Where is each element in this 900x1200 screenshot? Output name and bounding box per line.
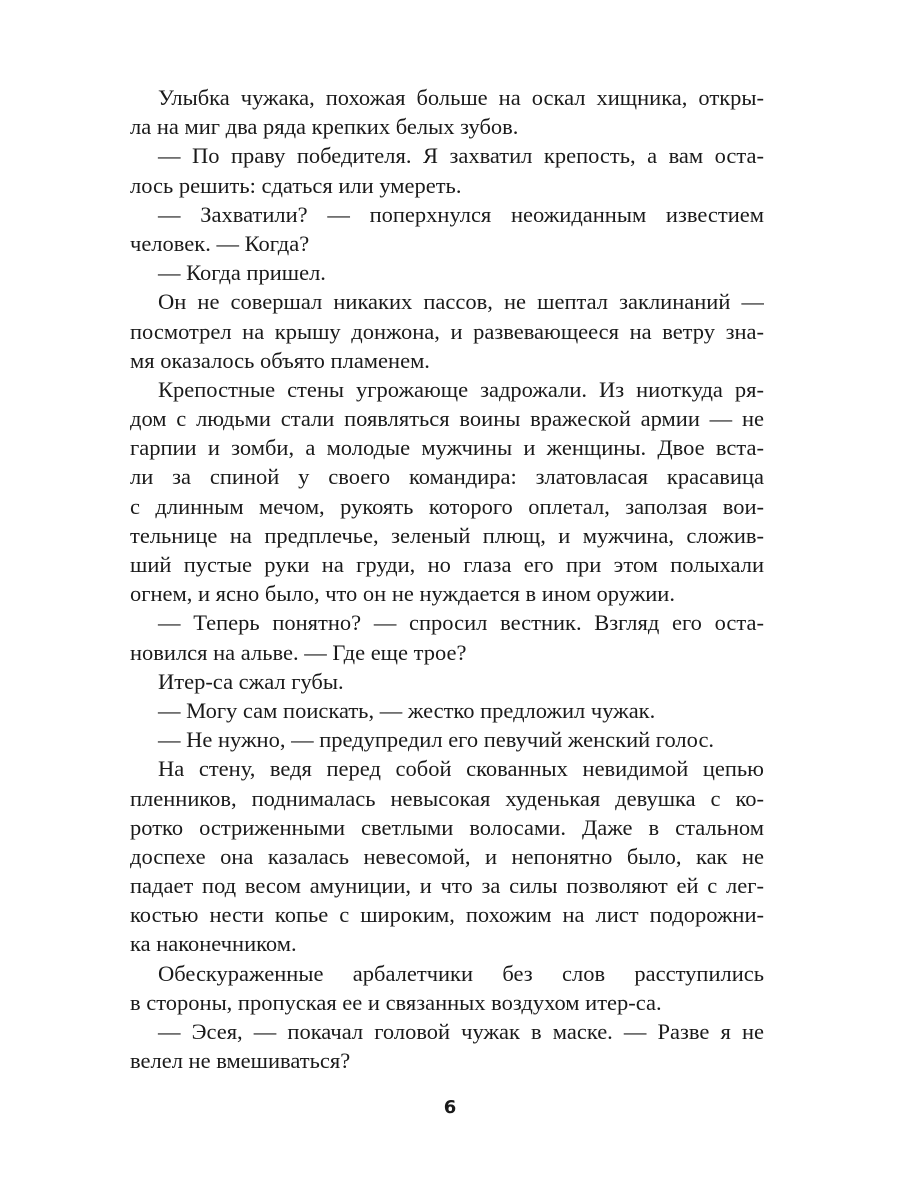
text-line: новился на альве. — Где еще трое?: [130, 639, 467, 665]
text-line: гарпии и зомби, а молодые мужчины и женщины. Двое вста-: [130, 435, 764, 461]
text-line: ший пустые руки на груди, но глаза его при этом полыхали: [130, 552, 764, 577]
text-line: ка наконечником.: [130, 931, 297, 957]
page-body: [130, 83, 764, 1075]
text-line: — Теперь понятно? — спросил вестник. Взгляд его оста-: [158, 610, 764, 636]
text-line: Итер-са сжал губы.: [158, 668, 344, 694]
text-line: ла на миг два ряда крепких белых зубов.: [130, 114, 519, 140]
text-line: костью нести копье с широким, похожим на лист подорожни-: [130, 902, 764, 928]
text-line: доспехе она казалась невесомой, и непонятно было, как не: [130, 843, 764, 869]
text-line: посмотрел на крышу донжона, и развевающееся на ветру зна-: [130, 318, 764, 344]
text-line: Он не совершал никаких пассов, не шептал заклинаний —: [158, 289, 764, 315]
text-line: тельнице на предплечье, зеленый плющ, и мужчина, сложив-: [130, 522, 764, 548]
page-number: 6: [443, 1097, 457, 1118]
text-line: — Не нужно, — предупредил его певучий женский голос.: [158, 727, 715, 753]
text-line: в стороны, пропуская ее и связанных воздухом итер-са.: [130, 989, 662, 1015]
text-line: Обескураженные арбалетчики без слов расступились: [158, 960, 764, 986]
text-line: На стену, ведя перед собой скованных невидимой цепью: [158, 756, 764, 782]
text-line: — Когда пришел.: [158, 260, 326, 286]
text-line: ли за спиной у своего командира: златовласая красавица: [130, 464, 764, 490]
text-line: велел не вмешиваться?: [130, 1048, 351, 1074]
text-line: мя оказалось объято пламенем.: [130, 347, 430, 373]
text-line: — По праву победителя. Я захватил крепость, а вам оста-: [158, 143, 764, 169]
text-line: лось решить: сдаться или умереть.: [130, 172, 462, 198]
text-line: — Захватили? — поперхнулся неожиданным известием: [158, 201, 764, 227]
text-line: дом с людьми стали появляться воины вражеской армии — не: [130, 406, 764, 432]
text-line: — Могу сам поискать, — жестко предложил чужак.: [158, 697, 656, 723]
text-line: Крепостные стены угрожающе задрожали. Из ниоткуда ря-: [158, 376, 764, 402]
text-line: — Эсея, — покачал головой чужак в маске. — Разве я не: [158, 1019, 764, 1044]
text-line: падает под весом амуниции, и что за силы позволяют ей с лег-: [130, 873, 764, 899]
text-line: человек. — Когда?: [130, 230, 310, 256]
text-line: ротко остриженными светлыми волосами. Даже в стальном: [130, 814, 764, 840]
text-line: Улыбка чужака, похожая больше на оскал хищника, откры-: [158, 85, 764, 110]
text-line: с длинным мечом, рукоять которого оплетал, заползая вои-: [130, 493, 764, 519]
text-line: пленников, поднималась невысокая худенькая девушка с ко-: [130, 785, 764, 811]
text-line: огнем, и ясно было, что он не нуждается в ином оружии.: [130, 581, 675, 607]
